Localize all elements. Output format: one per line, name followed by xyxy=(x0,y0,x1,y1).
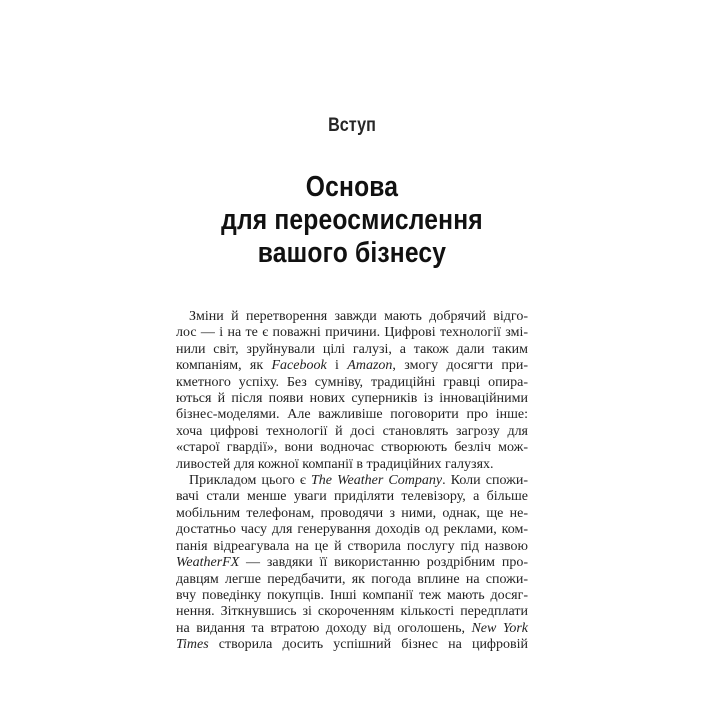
italic-text-segment: The Weather Company xyxy=(311,473,443,489)
text-segment: , змогу досягти при- xyxy=(392,358,528,374)
text-segment: — завдяки її використанню роздрібним про- xyxy=(239,555,528,571)
text-segment: хоча цифрові технології й досі становлять загрозу для xyxy=(176,423,528,439)
text-line xyxy=(176,637,528,653)
text-segment: панія відреагувала на це й створила послугу під назвою xyxy=(176,538,528,554)
chapter-title-line: вашого бізнесу xyxy=(257,237,447,269)
body-text xyxy=(176,309,528,654)
text-line xyxy=(176,358,528,374)
text-line xyxy=(176,588,528,604)
text-segment: і xyxy=(326,358,348,374)
text-line xyxy=(176,342,528,358)
text-line xyxy=(176,473,528,489)
italic-text-segment: Amazon xyxy=(347,358,393,374)
text-segment: Прикладом цього є xyxy=(189,473,312,489)
text-line xyxy=(176,407,528,423)
text-line xyxy=(176,539,528,555)
text-segment: достатньо часу для генерування доходів од реклами, ком- xyxy=(176,522,528,538)
text-segment: нення. Зіткнувшись зі скороченням кількості передплати xyxy=(176,604,528,620)
text-line xyxy=(176,621,528,637)
text-line xyxy=(176,506,528,522)
italic-text-segment: Facebook xyxy=(271,358,327,374)
italic-text-segment: Times xyxy=(176,637,209,653)
text-line xyxy=(176,489,528,505)
text-line xyxy=(176,391,528,407)
text-segment: кметного успіху. Без сумніву, традиційні гравці опира- xyxy=(176,374,528,390)
text-segment: компаніям, як xyxy=(176,358,272,374)
text-line xyxy=(176,457,528,473)
chapter-title-line: Основа xyxy=(305,171,399,203)
text-segment: ються й після появи нових суперників із інноваційними xyxy=(176,391,528,407)
text-line xyxy=(176,325,528,341)
text-segment: «старої гвардії», вони водночас створюють безліч мож- xyxy=(176,440,528,456)
text-segment: на видання та втратою доходу від оголошень, xyxy=(176,620,472,636)
text-segment: лос — і на те є поважні причини. Цифрові технології змі- xyxy=(176,325,528,341)
text-line xyxy=(176,522,528,538)
text-line xyxy=(176,572,528,588)
text-segment: . Коли спожи- xyxy=(442,473,528,489)
text-line xyxy=(176,309,528,325)
chapter-kicker: Вступ xyxy=(328,115,376,136)
text-segment: нили світ, зруйнували цілі галузі, а також дали таким xyxy=(176,341,528,357)
text-segment: давцям легше передбачити, як погода вплине на спожи- xyxy=(176,571,528,587)
page-content xyxy=(176,0,528,720)
text-line xyxy=(176,424,528,440)
text-line xyxy=(176,555,528,571)
text-segment: вчу поведінку покупців. Інші компанії теж мають досяг- xyxy=(176,587,528,603)
text-segment: вачі стали менше уваги приділяти телевізору, а більше xyxy=(176,489,528,505)
italic-text-segment: WeatherFX xyxy=(176,555,240,571)
text-segment: бізнес-моделями. Але важливіше поговорити про інше: xyxy=(176,407,528,423)
chapter-title xyxy=(202,171,501,270)
text-line xyxy=(176,440,528,456)
text-segment: мобільним телефонам, проводячи з ними, однак, ще не- xyxy=(176,505,528,521)
text-line xyxy=(176,604,528,620)
text-segment: створила досить успішний бізнес на цифровій xyxy=(208,637,528,653)
text-segment: ливостей для кожної компанії в традиційних галузях. xyxy=(176,456,494,472)
text-segment: Зміни й перетворення завжди мають добрячий відго- xyxy=(189,309,528,324)
italic-text-segment: New York xyxy=(471,620,528,636)
chapter-title-line: для переосмислення xyxy=(221,204,483,236)
text-line xyxy=(176,375,528,391)
